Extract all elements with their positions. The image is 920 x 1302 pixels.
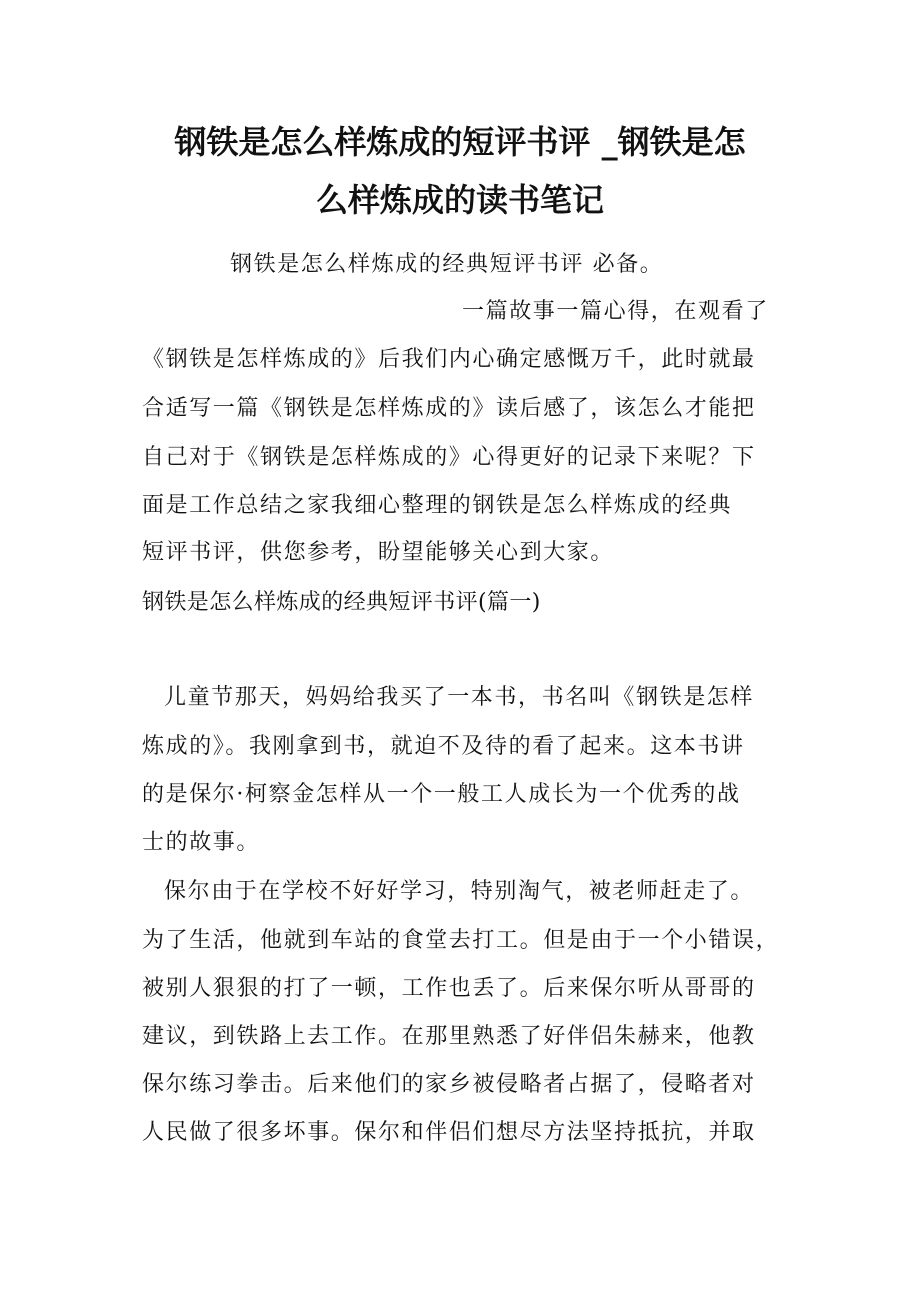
intro-line: 合适写一篇《钢铁是怎样炼成的》读后感了，该怎么才能把	[142, 396, 756, 421]
title-line-2: 么样炼成的读书笔记	[315, 181, 604, 219]
paragraph-line: 士的故事。	[142, 830, 261, 855]
paragraph-line: 建议，到铁路上去工作。在那里熟悉了好伴侣朱赫来，他教	[142, 1024, 756, 1049]
section-heading: 钢铁是怎么样炼成的经典短评书评(篇一)	[142, 590, 541, 615]
paragraph-line: 为了生活，他就到车站的食堂去打工。但是由于一个小错误，	[142, 928, 780, 953]
paragraph-line: 人民做了很多坏事。保尔和伴侣们想尽方法坚持抵抗，并取	[142, 1120, 756, 1145]
intro-line: 一篇故事一篇心得，在观看了	[462, 299, 769, 324]
paragraph-line: 保尔由于在学校不好好学习，特别淘气，被老师赶走了。	[164, 879, 755, 904]
subtitle: 钢铁是怎么样炼成的经典短评书评 必备。	[230, 252, 664, 277]
intro-line: 《钢铁是怎样炼成的》后我们内心确定感慨万千，此时就最	[142, 347, 756, 372]
paragraph-line: 被别人狠狠的打了一顿，工作也丢了。后来保尔听从哥哥的	[142, 976, 756, 1001]
paragraph-line: 炼成的》。我刚拿到书，就迫不及待的看了起来。这本书讲	[142, 734, 745, 759]
title-line-1: 钢铁是怎么样炼成的短评书评 _钢铁是怎	[174, 123, 746, 161]
paragraph-line: 保尔练习拳击。后来他们的家乡被侵略者占据了，侵略者对	[142, 1072, 756, 1097]
paragraph-line: 的是保尔·柯察金怎样从一个一般工人成长为一个优秀的战	[142, 782, 741, 807]
paragraph-line: 儿童节那天，妈妈给我买了一本书，书名叫《钢铁是怎样	[164, 685, 755, 710]
intro-line: 自己对于《钢铁是怎样炼成的》心得更好的记录下来呢？下	[142, 445, 756, 470]
intro-line: 短评书评，供您参考，盼望能够关心到大家。	[142, 540, 615, 565]
intro-line: 面是工作总结之家我细心整理的钢铁是怎么样炼成的经典	[142, 493, 733, 518]
